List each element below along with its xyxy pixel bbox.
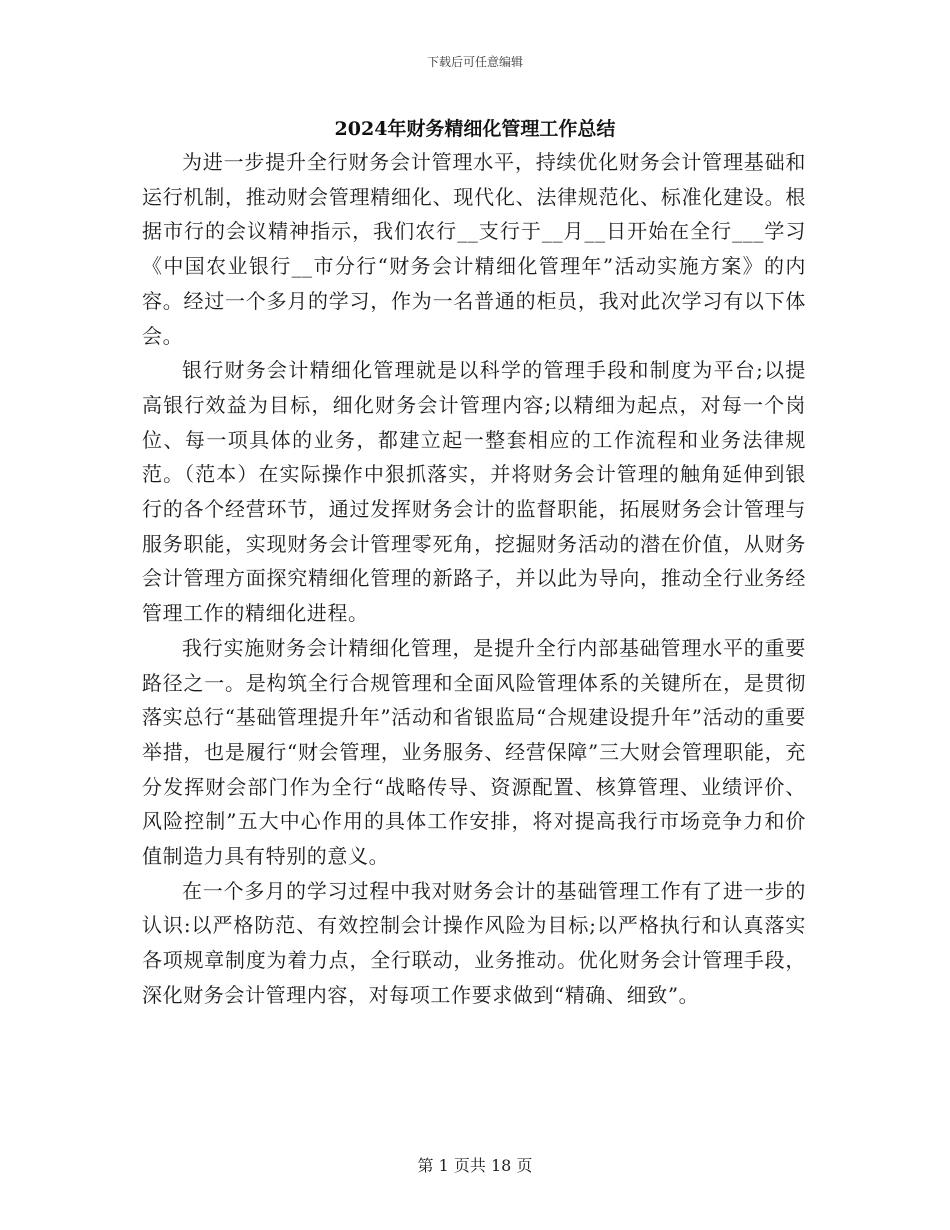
page-header-note: 下载后可任意编辑 (426, 55, 523, 69)
page-number-footer: 第 1 页共 18 页 (417, 1156, 533, 1175)
paragraph-1: 为进一步提升全行财务会计管理水平，持续优化财务会计管理基础和运行机制，推动财会管理精细化、现代化、法律规范化、标准化建设。根据市行的会议精神指示，我们农行__支行于__月__日开始在全行___学习《中国农业银行__市分行“财务会计精细化管理年”活动实施方案》的内容。经过一个多月的学习，作为一名普通的柜员，我对此次学习有以下体会。 (142, 150, 806, 348)
paragraph-2: 银行财务会计精细化管理就是以科学的管理手段和制度为平台;以提高银行效益为目标，细化财务会计管理内容;以精细为起点，对每一个岗位、每一项具体的业务，都建立起一整套相应的工作流程和业务法律规范。（范本）在实际操作中狠抓落实，并将财务会计管理的触角延伸到银行的各个经营环节，通过发挥财务会计的监督职能，拓展财务会计管理与服务职能，实现财务会计管理零死角，挖掘财务活动的潜在价值，从财务会计管理方面探究精细化管理的新路子，并以此为导向，推动全行业务经管理工作的精细化进程。 (142, 358, 806, 626)
document-title: 2024年财务精细化管理工作总结 (334, 118, 616, 140)
paragraph-3: 我行实施财务会计精细化管理，是提升全行内部基础管理水平的重要路径之一。是构筑全行合规管理和全面风险管理体系的关键所在，是贯彻落实总行“基础管理提升年”活动和省银监局“合规建设提升年”活动的重要举措，也是履行“财会管理，业务服务、经营保障”三大财会管理职能，充分发挥财会部门作为全行“战略传导、资源配置、核算管理、业绩评价、风险控制”五大中心作用的具体工作安排，将对提高我行市场竞争力和价值制造力具有特别的意义。 (142, 635, 806, 869)
document-body (142, 145, 806, 1013)
paragraph-4: 在一个多月的学习过程中我对财务会计的基础管理工作有了进一步的认识:以严格防范、有效控制会计操作风险为目标;以严格执行和认真落实各项规章制度为着力点，全行联动，业务推动。优化财务会计管理手段，深化财务会计管理内容，对每项工作要求做到“精确、细致”。 (142, 878, 806, 1007)
